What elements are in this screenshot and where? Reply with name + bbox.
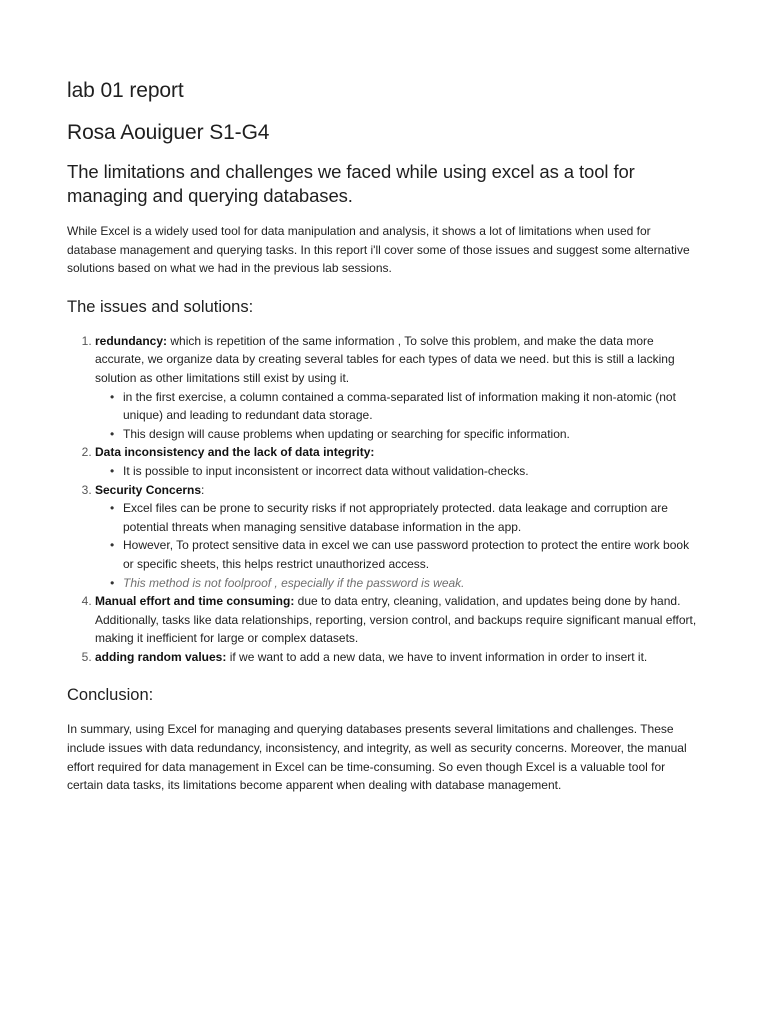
issue-item	[95, 443, 702, 480]
bullet-item: • This design will cause problems when updating or searching for specific information.	[123, 425, 702, 444]
issues-list	[67, 332, 702, 667]
issue-text: :	[201, 482, 205, 497]
issue-text: which is repetition of the same information , To solve this problem, and make the data more accurate, we organize data by creating several tables for each types of data we need. but this is still a lacking solution as other limitations still exist by using it.	[95, 333, 675, 385]
issue-label: adding random values:	[95, 649, 227, 664]
issue-item	[95, 332, 702, 444]
conclusion-heading: Conclusion:	[67, 686, 154, 705]
intro-paragraph: While Excel is a widely used tool for data manipulation and analysis, it shows a lot of limitations when used for database management and querying tasks. In this report i'll cover some of those issues and suggest some alternative solutions based on what we had in the previous lab sessions.	[67, 224, 690, 276]
issue-label: Manual effort and time consuming:	[95, 594, 295, 609]
issue-item	[95, 648, 702, 667]
bullet-item: • Excel files can be prone to security risks if not appropriately protected. data leakage and corruption are potential threats when managing sensitive database information in the app.	[123, 499, 702, 536]
issues-heading: The issues and solutions:	[67, 297, 254, 316]
conclusion-paragraph: In summary, using Excel for managing and querying databases presents several limitations and challenges. These include issues with data redundancy, inconsistency, and integrity, as well as security concerns. Moreover, the manual effort required for data management in Excel can be time-consuming. So even though Excel is a valuable tool for certain data tasks, its limitations become apparent when dealing with database management.	[67, 722, 687, 793]
issue-text: if we want to add a new data, we have to invent information in order to insert it.	[226, 649, 648, 664]
issue-item	[95, 481, 702, 593]
issue-bullets	[95, 462, 702, 481]
bullet-item: • However, To protect sensitive data in excel we can use password protection to protect the entire work book or specific sheets, this helps restrict unauthorized access.	[123, 536, 702, 573]
issue-label: redundancy:	[95, 333, 168, 348]
document-title: lab 01 report	[67, 79, 184, 102]
issue-label: Security Concerns	[95, 482, 202, 497]
document-subtitle: The limitations and challenges we faced while using excel as a tool for managing and querying databases.	[67, 161, 635, 206]
issue-item	[95, 592, 702, 648]
issue-text: due to data entry, cleaning, validation, and updates being done by hand. Additionally, tasks like data relationships, reporting, version control, and backups require significant manual effort, making it inefficient for large or complex datasets.	[95, 594, 697, 646]
issue-bullets	[95, 499, 702, 592]
issue-label: Data inconsistency and the lack of data integrity:	[95, 445, 375, 460]
bullet-item: • It is possible to input inconsistent or incorrect data without validation-checks.	[123, 462, 702, 481]
issue-bullets	[95, 388, 702, 444]
author-line: Rosa Aouiguer S1-G4	[67, 121, 270, 144]
bullet-item-note: • This method is not foolproof , especially if the password is weak.	[123, 574, 702, 593]
bullet-item: • in the first exercise, a column contained a comma-separated list of information making it non-atomic (not unique) and leading to redundant data storage.	[123, 388, 702, 425]
